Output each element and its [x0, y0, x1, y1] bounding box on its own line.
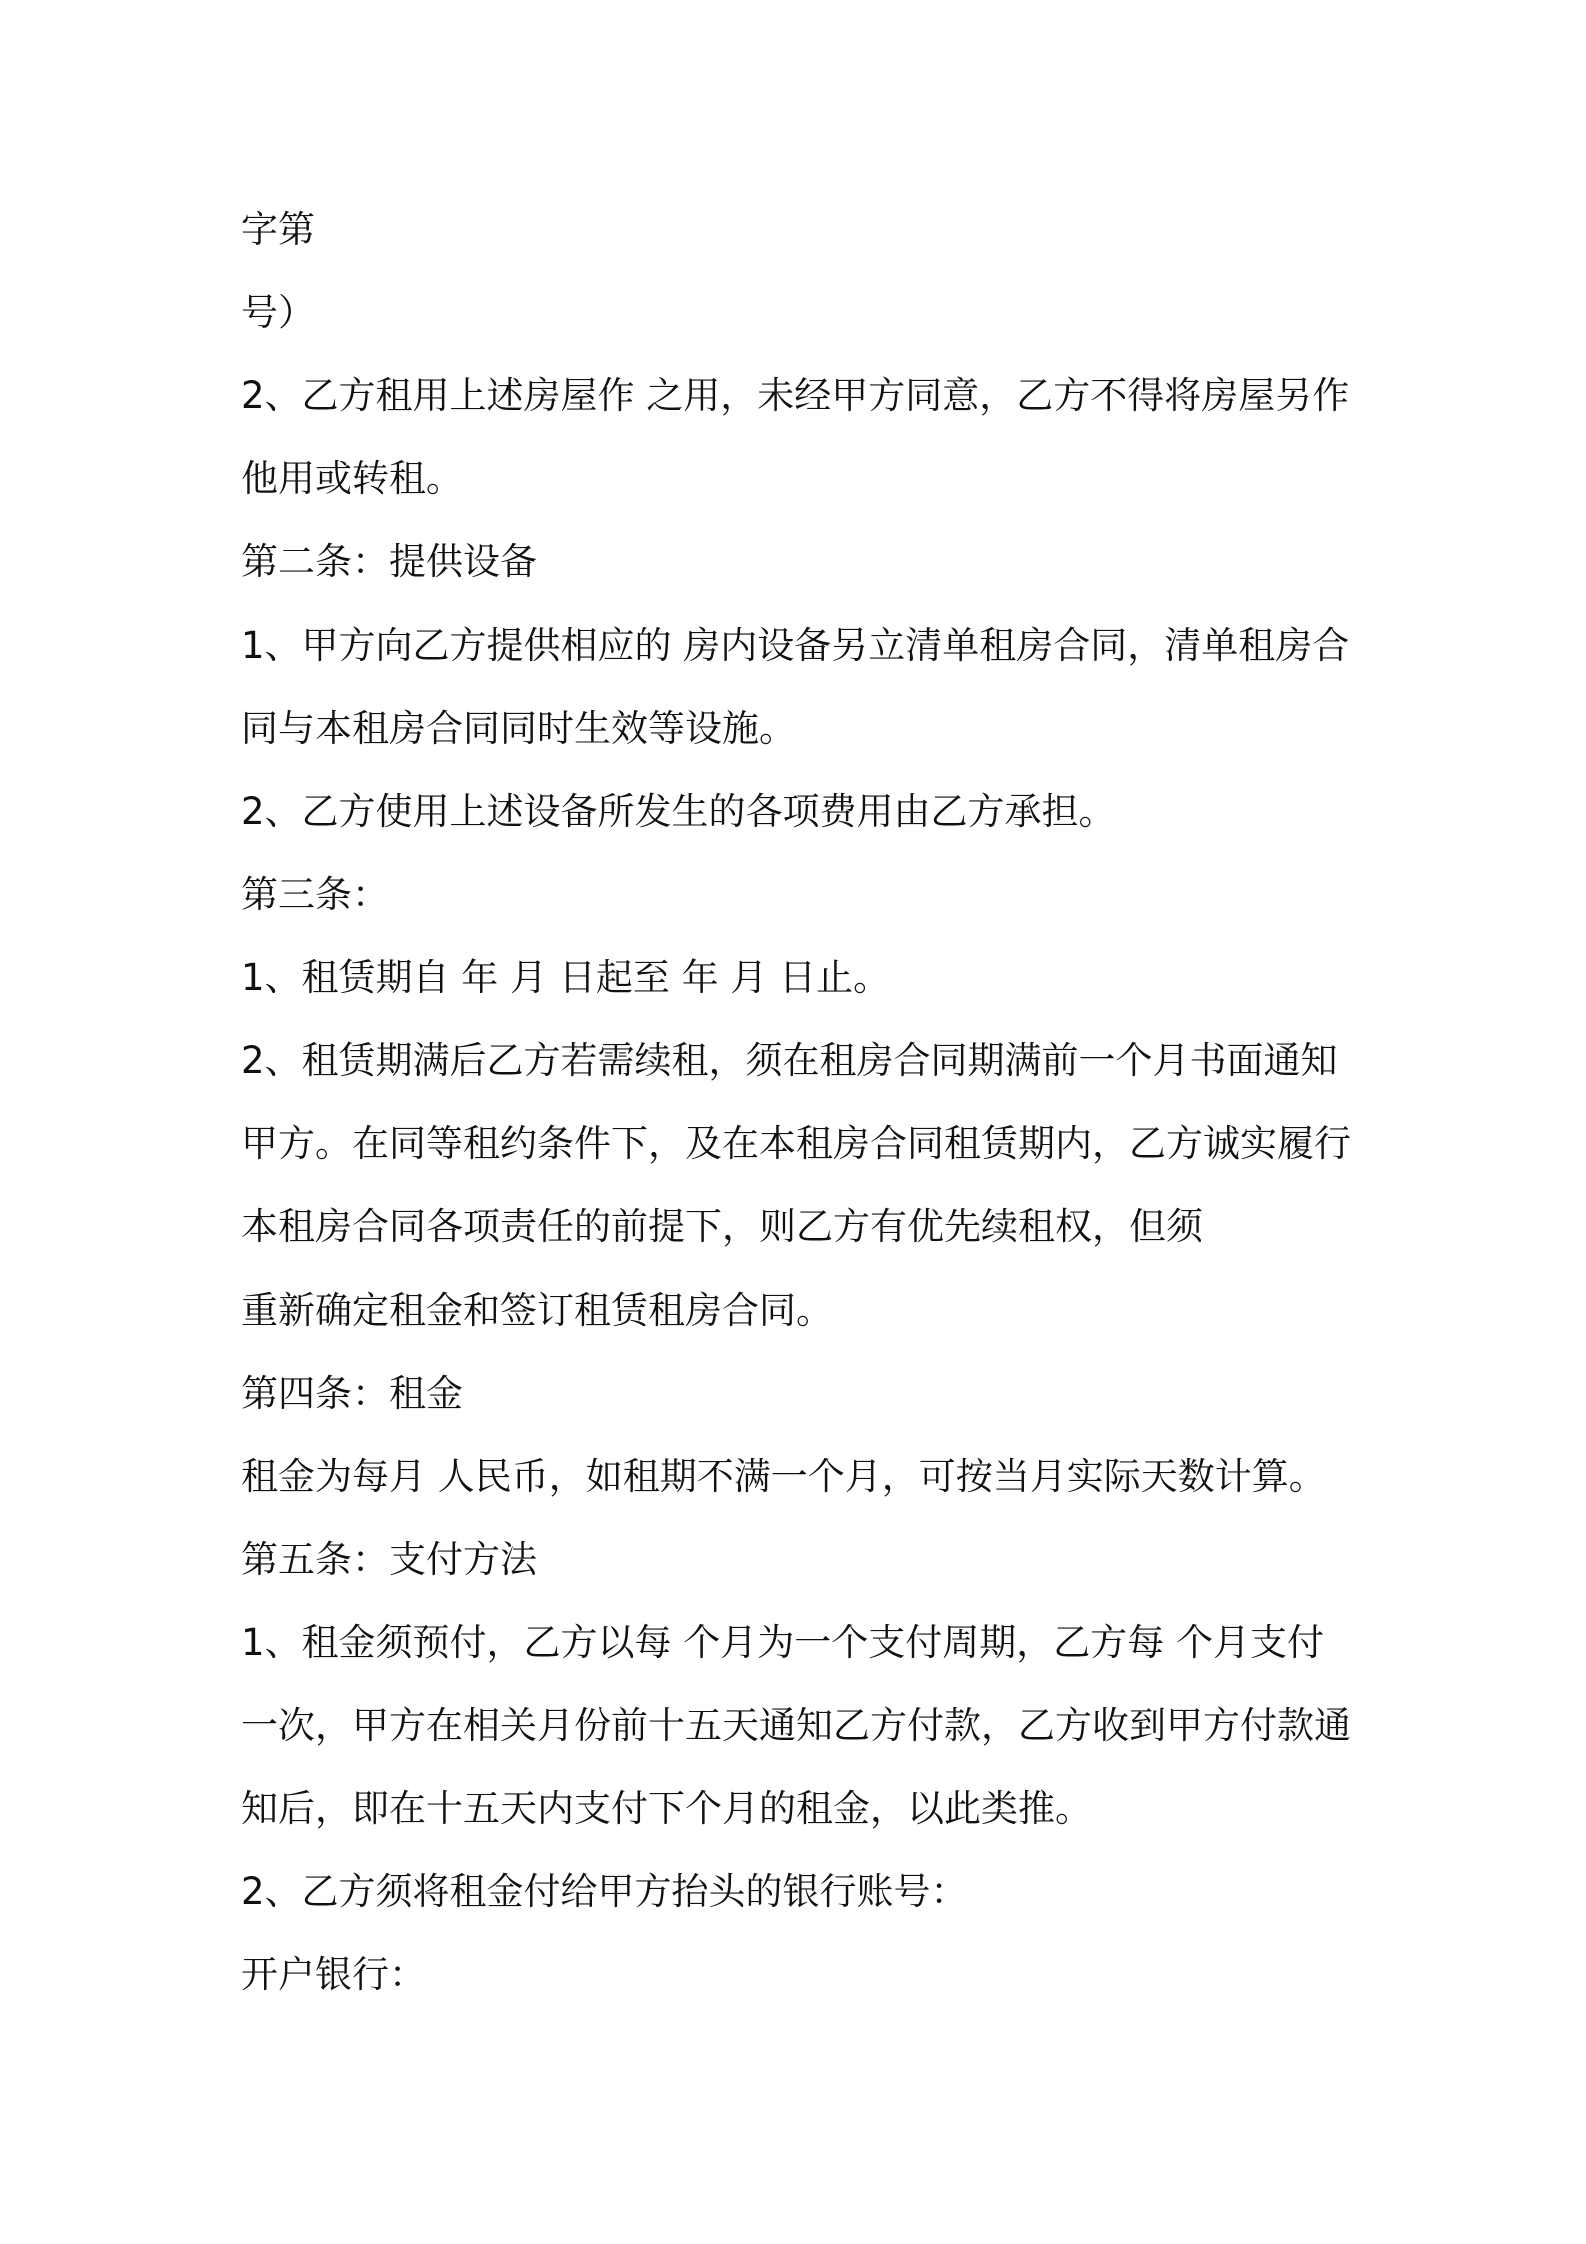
section-heading: 第二条：提供设备 [241, 540, 537, 583]
text-line: 2、乙方使用上述设备所发生的各项费用由乙方承担。 [241, 790, 1116, 833]
text-line: 本租房合同各项责任的前提下，则乙方有优先续租权，但须 [241, 1205, 1203, 1248]
section-heading: 第五条：支付方法 [241, 1538, 537, 1581]
section-heading: 第四条：租金 [241, 1372, 463, 1415]
text-line: 甲方。在同等租约条件下，及在本租房合同租赁期内，乙方诚实履行 [241, 1122, 1351, 1165]
text-line: 字第 [241, 208, 315, 251]
section-heading: 第三条： [241, 873, 389, 916]
text-line: 他用或转租。 [241, 457, 463, 500]
text-line: 号） [241, 291, 315, 334]
text-line: 同与本租房合同同时生效等设施。 [241, 707, 796, 750]
text-line: 2、乙方须将租金付给甲方抬头的银行账号： [241, 1870, 968, 1913]
text-line: 知后，即在十五天内支付下个月的租金，以此类推。 [241, 1787, 1092, 1830]
text-line: 2、乙方租用上述房屋作 之用，未经甲方同意，乙方不得将房屋另作 [241, 374, 1350, 417]
text-line: 租金为每月 人民币，如租期不满一个月，可按当月实际天数计算。 [241, 1455, 1326, 1498]
text-line: 1、租金须预付，乙方以每 个月为一个支付周期，乙方每 个月支付 [241, 1621, 1325, 1664]
text-line: 1、租赁期自 年 月 日起至 年 月 日止。 [241, 956, 891, 999]
text-line: 1、甲方向乙方提供相应的 房内设备另立清单租房合同，清单租房合 [241, 624, 1350, 667]
text-line: 一次，甲方在相关月份前十五天通知乙方付款，乙方收到甲方付款通 [241, 1704, 1351, 1747]
text-line: 2、租赁期满后乙方若需续租，须在租房合同期满前一个月书面通知 [241, 1039, 1338, 1082]
text-line: 重新确定租金和签订租赁租房合同。 [241, 1289, 833, 1332]
text-line: 开户银行： [241, 1953, 426, 1996]
